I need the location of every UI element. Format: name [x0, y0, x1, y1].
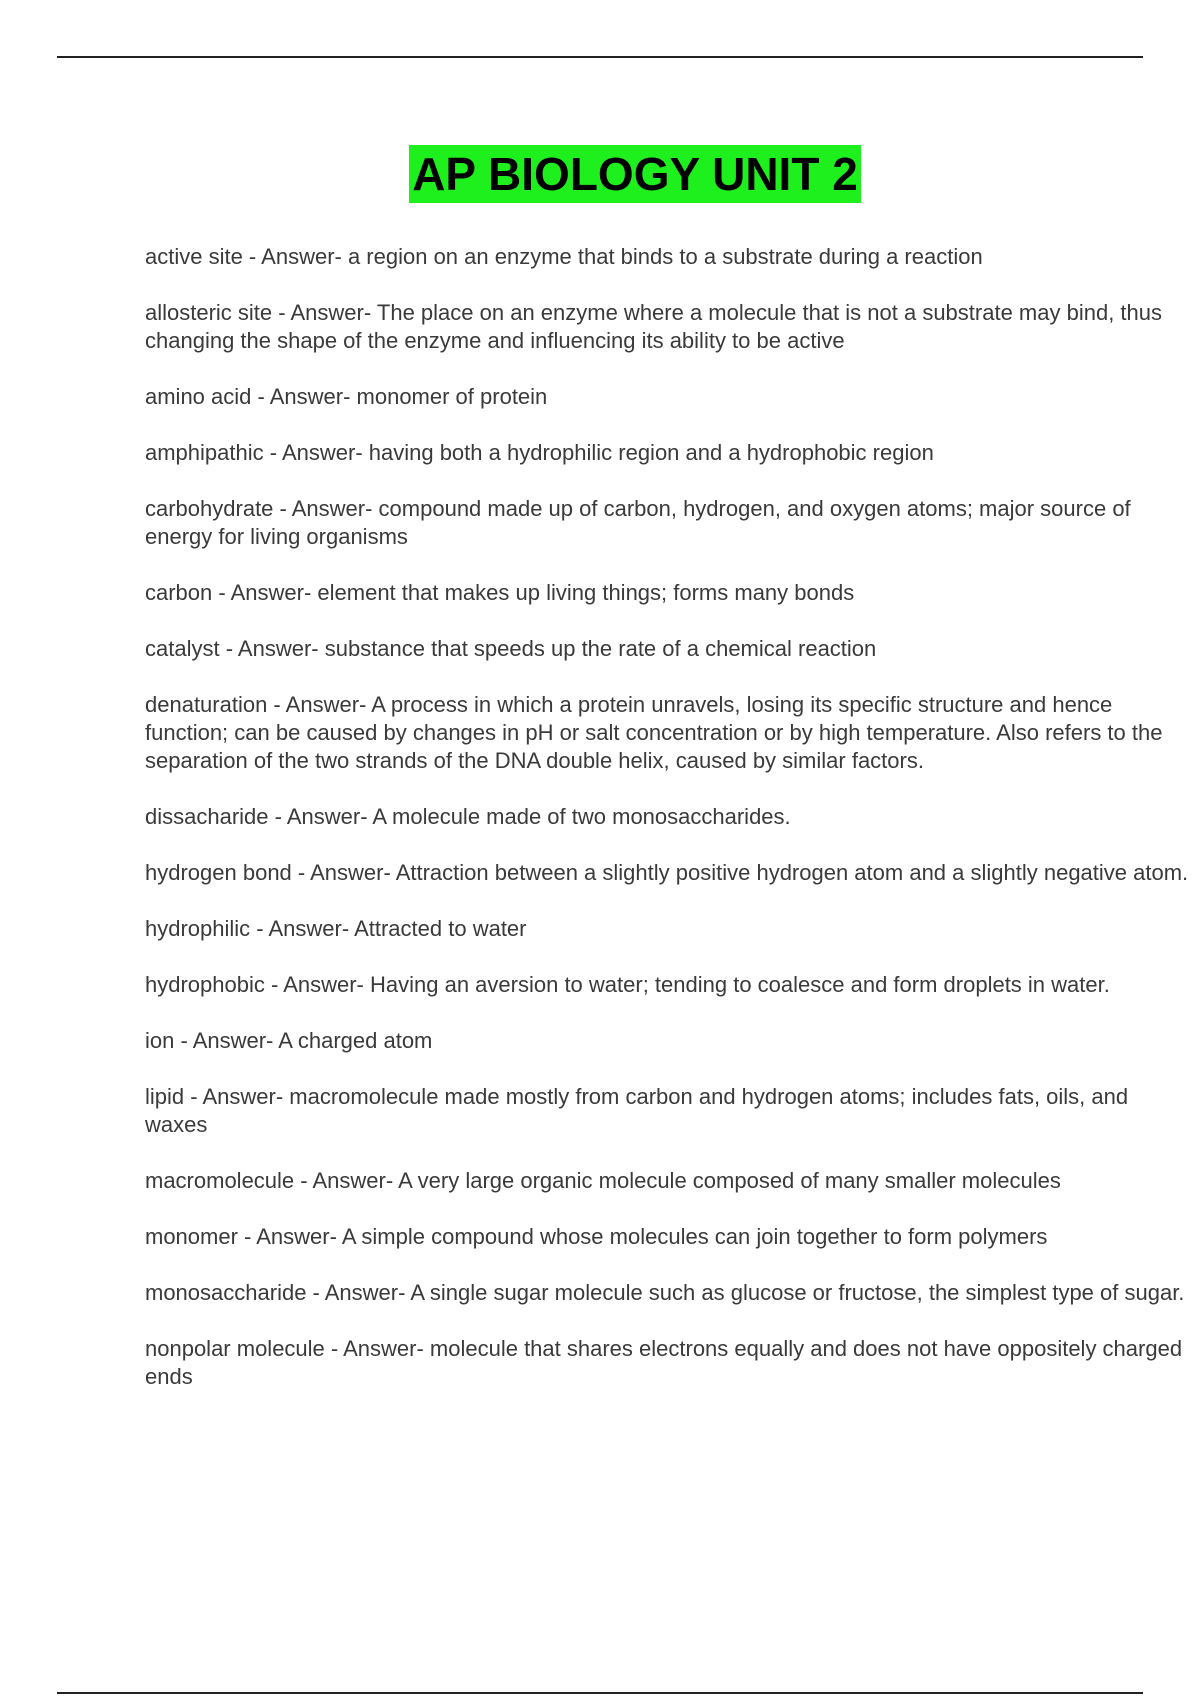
glossary-entry: hydrophobic - Answer- Having an aversion to water; tending to coalesce and form droplets in water.: [145, 972, 1110, 997]
glossary-entry: carbon - Answer- element that makes up living things; forms many bonds: [145, 580, 855, 605]
glossary-entry: macromolecule - Answer- A very large organic molecule composed of many smaller molecules: [145, 1168, 1061, 1193]
glossary-entry: denaturation - Answer- A process in which a protein unravels, losing its specific structure and hence function; can be caused by changes in pH or salt concentration or by high temperature. Also refers to the separation of the two strands of the DNA double helix, caused by similar factors.: [145, 692, 1163, 773]
glossary-entry: carbohydrate - Answer- compound made up of carbon, hydrogen, and oxygen atoms; major source of energy for living organisms: [145, 496, 1131, 549]
header-rule: [57, 56, 1143, 58]
glossary-entry: allosteric site - Answer- The place on an enzyme where a molecule that is not a substrate may bind, thus changing the shape of the enzyme and influencing its ability to be active: [145, 300, 1162, 353]
glossary-entry: dissacharide - Answer- A molecule made of two monosaccharides.: [145, 804, 791, 829]
glossary-list: [145, 243, 1195, 1419]
glossary-entry: nonpolar molecule - Answer- molecule that shares electrons equally and does not have oppositely charged ends: [145, 1336, 1183, 1389]
glossary-entry: monosaccharide - Answer- A single sugar molecule such as glucose or fructose, the simplest type of sugar.: [145, 1280, 1185, 1305]
glossary-entry: amino acid - Answer- monomer of protein: [145, 384, 548, 409]
glossary-entry: monomer - Answer- A simple compound whose molecules can join together to form polymers: [145, 1224, 1048, 1249]
glossary-entry: amphipathic - Answer- having both a hydrophilic region and a hydrophobic region: [145, 440, 934, 465]
glossary-entry: active site - Answer- a region on an enzyme that binds to a substrate during a reaction: [145, 244, 983, 269]
title-container: [0, 145, 1200, 203]
glossary-entry: ion - Answer- A charged atom: [145, 1028, 433, 1053]
glossary-entry: hydrophilic - Answer- Attracted to water: [145, 916, 527, 941]
glossary-entry: hydrogen bond - Answer- Attraction between a slightly positive hydrogen atom and a slightly negative atom.: [145, 860, 1189, 885]
footer-rule: [57, 1692, 1143, 1694]
page-title: AP BIOLOGY UNIT 2: [409, 145, 861, 203]
glossary-entry: catalyst - Answer- substance that speeds up the rate of a chemical reaction: [145, 636, 877, 661]
glossary-entry: lipid - Answer- macromolecule made mostly from carbon and hydrogen atoms; includes fats, oils, and waxes: [145, 1084, 1129, 1137]
